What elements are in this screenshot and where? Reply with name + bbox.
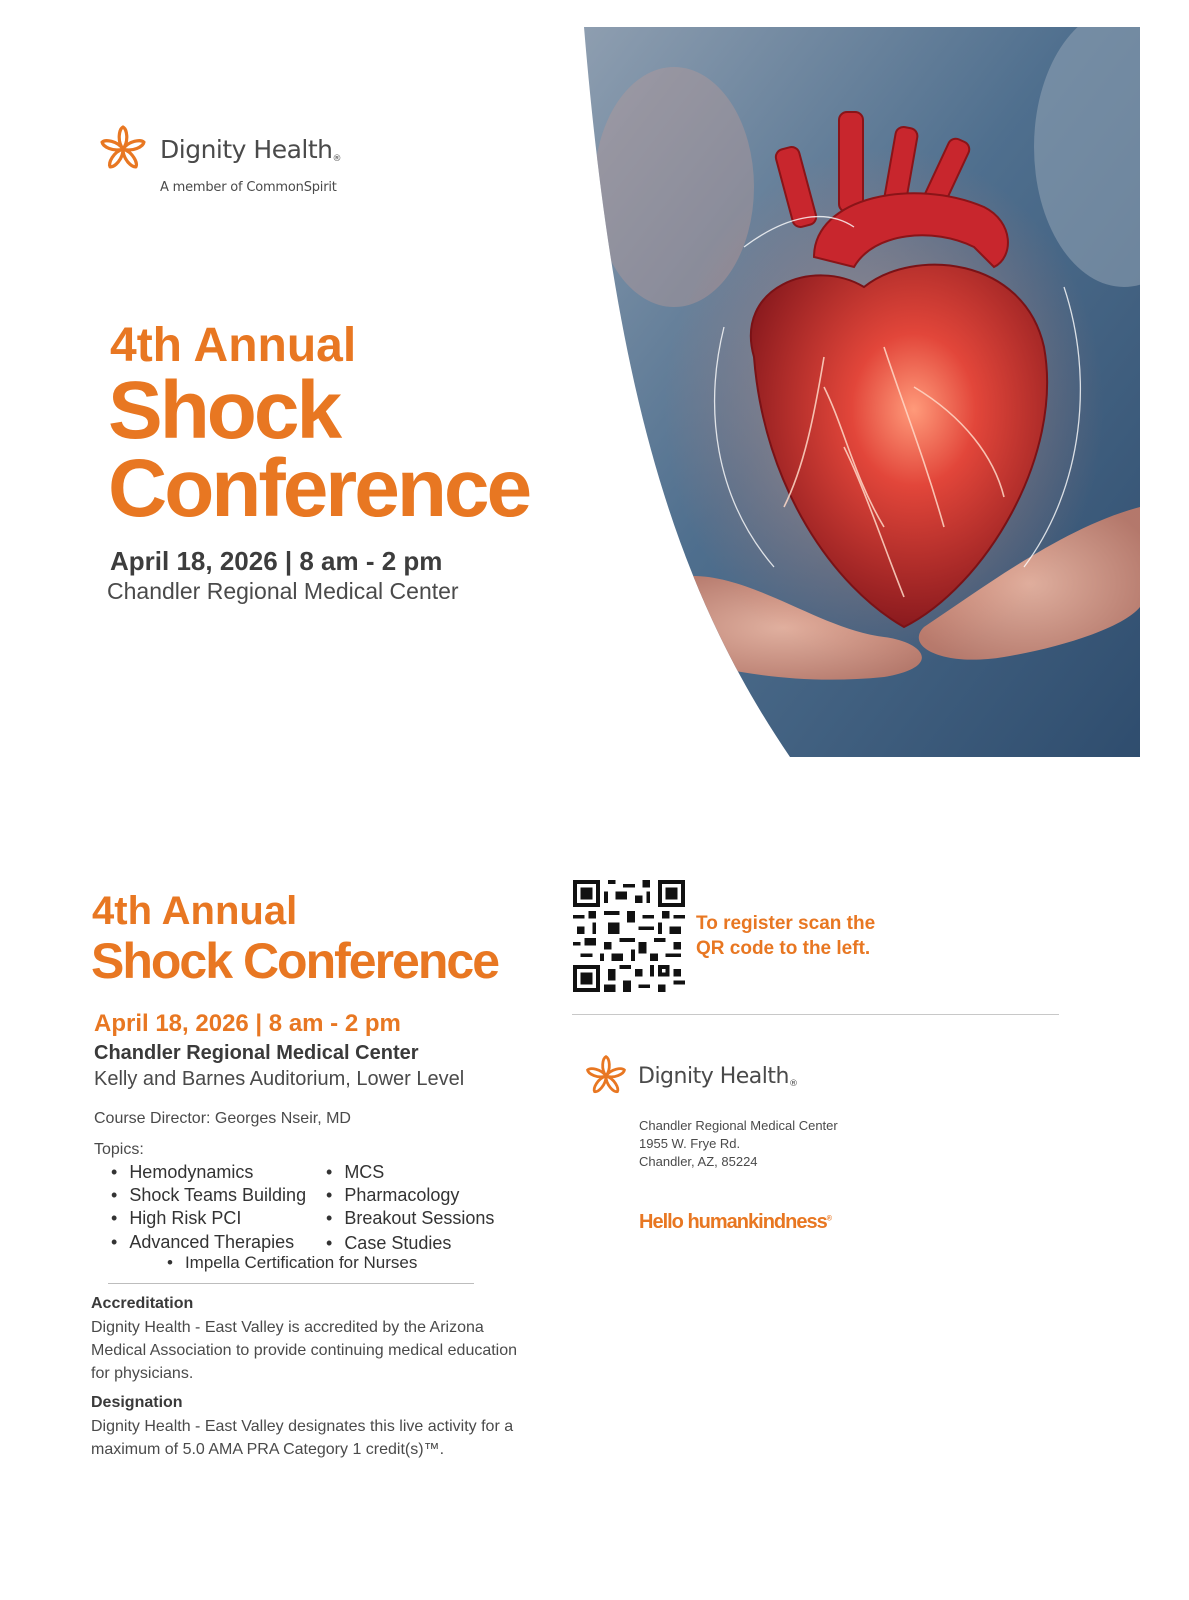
flower-logo-icon xyxy=(582,1054,630,1098)
register-instructions: To register scan the QR code to the left. xyxy=(696,913,876,959)
details-title: Shock Conference xyxy=(91,933,499,989)
brand-logo-bottom xyxy=(582,1054,797,1098)
hero-title: Shock Conference xyxy=(108,365,530,534)
hero-venue: Chandler Regional Medical Center xyxy=(107,578,459,604)
topics-label: Topics: xyxy=(94,1141,144,1158)
topic-item: • Shock Teams Building xyxy=(111,1185,306,1206)
topic-item: • Pharmacology xyxy=(326,1185,459,1206)
address-block: Chandler Regional Medical Center 1955 W. Frye Rd. Chandler, AZ, 85224 xyxy=(639,1118,838,1169)
details-room: Kelly and Barnes Auditorium, Lower Level xyxy=(94,1068,465,1090)
topic-item: • Breakout Sessions xyxy=(326,1208,494,1229)
accreditation-body: Dignity Health - East Valley is accredited by the Arizona Medical Association to provide continuing medical education for physicians. xyxy=(91,1319,518,1382)
divider xyxy=(108,1283,474,1284)
brand-name: Dignity Health® xyxy=(638,1063,798,1089)
brand-slogan: Hello humankindness® xyxy=(639,1211,831,1233)
flower-logo-icon xyxy=(96,124,150,174)
topic-item: • Advanced Therapies xyxy=(111,1232,294,1253)
details-subtitle: 4th Annual xyxy=(92,889,298,933)
topic-item: • Case Studies xyxy=(326,1233,451,1254)
topic-item: • MCS xyxy=(326,1162,384,1183)
divider xyxy=(572,1014,1059,1015)
hero-subtitle: 4th Annual xyxy=(110,319,357,372)
brand-name: Dignity Health® xyxy=(160,134,341,164)
details-venue: Chandler Regional Medical Center xyxy=(94,1042,419,1064)
details-date: April 18, 2026 | 8 am - 2 pm xyxy=(94,1010,401,1037)
qr-code-icon[interactable] xyxy=(573,880,685,992)
topic-item: • Impella Certification for Nurses xyxy=(167,1253,417,1273)
glowing-heart-in-hands-image xyxy=(584,27,1140,757)
brand-tagline: A member of CommonSpirit xyxy=(160,180,337,195)
topic-item: • High Risk PCI xyxy=(111,1208,241,1229)
course-director: Course Director: Georges Nseir, MD xyxy=(94,1110,351,1127)
designation-heading: Designation xyxy=(91,1394,183,1411)
hero-date: April 18, 2026 | 8 am - 2 pm xyxy=(110,546,443,576)
brand-logo-top xyxy=(96,124,341,195)
accreditation-heading: Accreditation xyxy=(91,1295,194,1312)
topic-item: • Hemodynamics xyxy=(111,1162,253,1183)
designation-body: Dignity Health - East Valley designates this live activity for a maximum of 5.0 AMA PRA Category 1 credit(s)™. xyxy=(91,1418,514,1458)
